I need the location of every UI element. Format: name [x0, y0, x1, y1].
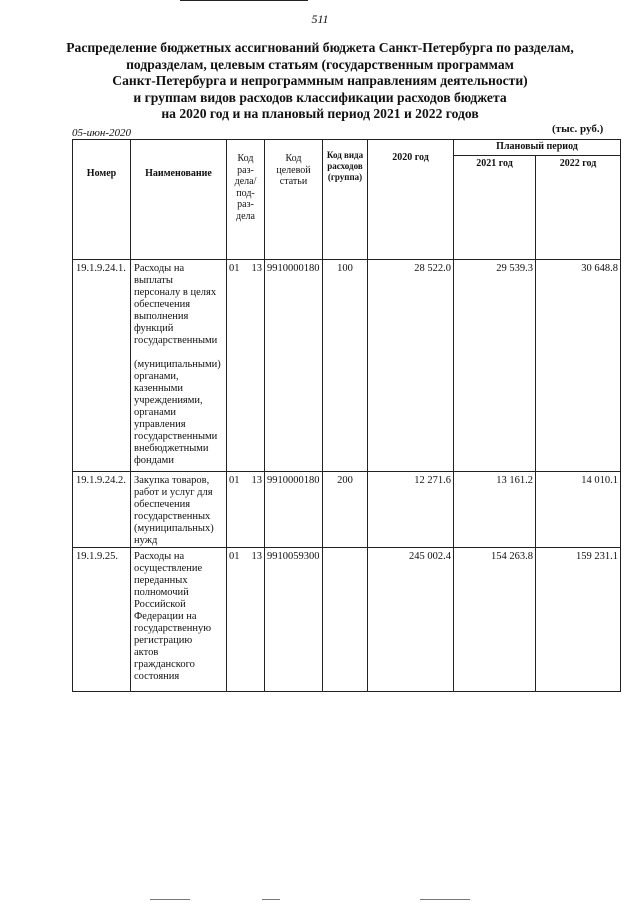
row-section-code — [227, 548, 265, 692]
row-name-line: осуществление — [134, 563, 203, 574]
row-name-line: нужд — [134, 535, 158, 546]
row-target-code: 9910000180 — [265, 472, 323, 548]
row-name-line: полномочий — [134, 587, 189, 598]
row-value-2022: 30 648.8 — [536, 260, 621, 472]
subsection-code: 13 — [251, 263, 262, 274]
row-name-line: актов — [134, 647, 159, 658]
row-name-line: Федерации на — [134, 611, 197, 622]
title-line: и группам видов расходов классификации расходов бюджета — [133, 89, 507, 105]
row-name-line: учреждениями, — [134, 395, 203, 406]
row-name-line: казенными — [134, 383, 183, 394]
row-name-line: фондами — [134, 455, 174, 466]
header-expense: Код вида расходов (группа) — [323, 140, 368, 260]
title-line: на 2020 год и на плановый период 2021 и 2022 годов — [161, 106, 479, 122]
units-label: (тыс. руб.) — [552, 123, 604, 135]
table-row — [73, 260, 621, 472]
row-name-line: регистрацию — [134, 635, 193, 646]
row-name-line: выплаты — [134, 275, 173, 286]
row-value-2020: 245 002.4 — [368, 548, 454, 692]
page-number: 511 — [311, 12, 329, 26]
row-value-2020: 12 271.6 — [368, 472, 454, 548]
row-number: 19.1.9.25. — [73, 548, 131, 692]
row-value-2021: 13 161.2 — [454, 472, 536, 548]
row-name-line: управления — [134, 419, 186, 430]
row-name-line: государственными — [134, 431, 218, 442]
row-name-line: Российской — [134, 599, 186, 610]
bottom-rule — [420, 899, 470, 900]
row-name-line — [134, 347, 224, 359]
row-name-line: выполнения — [134, 311, 189, 322]
row-target-code: 9910059300 — [265, 548, 323, 692]
header-2020: 2020 год — [368, 140, 454, 260]
row-expense-code: 100 — [323, 260, 368, 472]
header-number: Номер — [73, 140, 131, 260]
title-line: подразделам, целевым статьям (государственным программам — [126, 56, 514, 72]
subsection-code: 13 — [251, 551, 262, 562]
row-name-line: гражданского — [134, 659, 195, 670]
row-name-line: внебюджетными — [134, 443, 209, 454]
subsection-code: 13 — [251, 475, 262, 486]
row-name-line: Расходы на — [134, 263, 185, 274]
row-name-line: работ и услуг для — [134, 487, 213, 498]
row-name — [131, 548, 227, 692]
table-row — [73, 548, 621, 692]
header-2021: 2021 год — [454, 156, 536, 260]
row-value-2020: 28 522.0 — [368, 260, 454, 472]
header-name: Наименование — [131, 140, 227, 260]
row-name-line: переданных — [134, 575, 188, 586]
document-date: 05-июн-2020 — [72, 127, 132, 139]
section-code: 01 — [229, 263, 240, 274]
row-value-2022: 14 010.1 — [536, 472, 621, 548]
section-code: 01 — [229, 551, 240, 562]
row-value-2022: 159 231.1 — [536, 548, 621, 692]
row-number: 19.1.9.24.2. — [73, 472, 131, 548]
row-name — [131, 472, 227, 548]
bottom-rule — [150, 899, 190, 900]
row-name-line: органами — [134, 407, 177, 418]
row-name-line: персоналу в целях — [134, 287, 217, 298]
table-row — [73, 472, 621, 548]
header-2022: 2022 год — [536, 156, 621, 260]
row-name-line: обеспечения — [134, 499, 191, 510]
row-target-code: 9910000180 — [265, 260, 323, 472]
header-planned-period: Плановый период — [454, 140, 621, 156]
section-code: 01 — [229, 475, 240, 486]
budget-table — [72, 139, 621, 692]
top-rule — [180, 0, 308, 1]
row-value-2021: 154 263.8 — [454, 548, 536, 692]
title-line: Санкт-Петербурга и непрограммным направлениям деятельности) — [112, 73, 528, 89]
header-target: Код целевой статьи — [265, 140, 323, 260]
row-name — [131, 260, 227, 472]
row-name-line: (муниципальных) — [134, 523, 214, 534]
row-section-code — [227, 472, 265, 548]
row-name-line: Расходы на — [134, 551, 185, 562]
row-name-line: (муниципальными) — [134, 359, 221, 370]
row-value-2021: 29 539.3 — [454, 260, 536, 472]
row-name-line: обеспечения — [134, 299, 191, 310]
row-name-line: органами, — [134, 371, 179, 382]
row-section-code — [227, 260, 265, 472]
row-expense-code — [323, 548, 368, 692]
row-name-line: государственных — [134, 511, 211, 522]
document-title — [60, 40, 580, 123]
row-name-line: состояния — [134, 671, 180, 682]
row-name-line: государственными — [134, 335, 218, 346]
row-number: 19.1.9.24.1. — [73, 260, 131, 472]
row-expense-code: 200 — [323, 472, 368, 548]
row-name-line: государственную — [134, 623, 212, 634]
title-line: Распределение бюджетных ассигнований бюджета Санкт-Петербурга по разделам, — [66, 40, 574, 55]
row-name-line: Закупка товаров, — [134, 475, 210, 486]
bottom-rule — [262, 899, 280, 900]
row-name-line: функций — [134, 323, 174, 334]
header-section: Код раз-дела/ под-раз-дела — [227, 140, 265, 260]
